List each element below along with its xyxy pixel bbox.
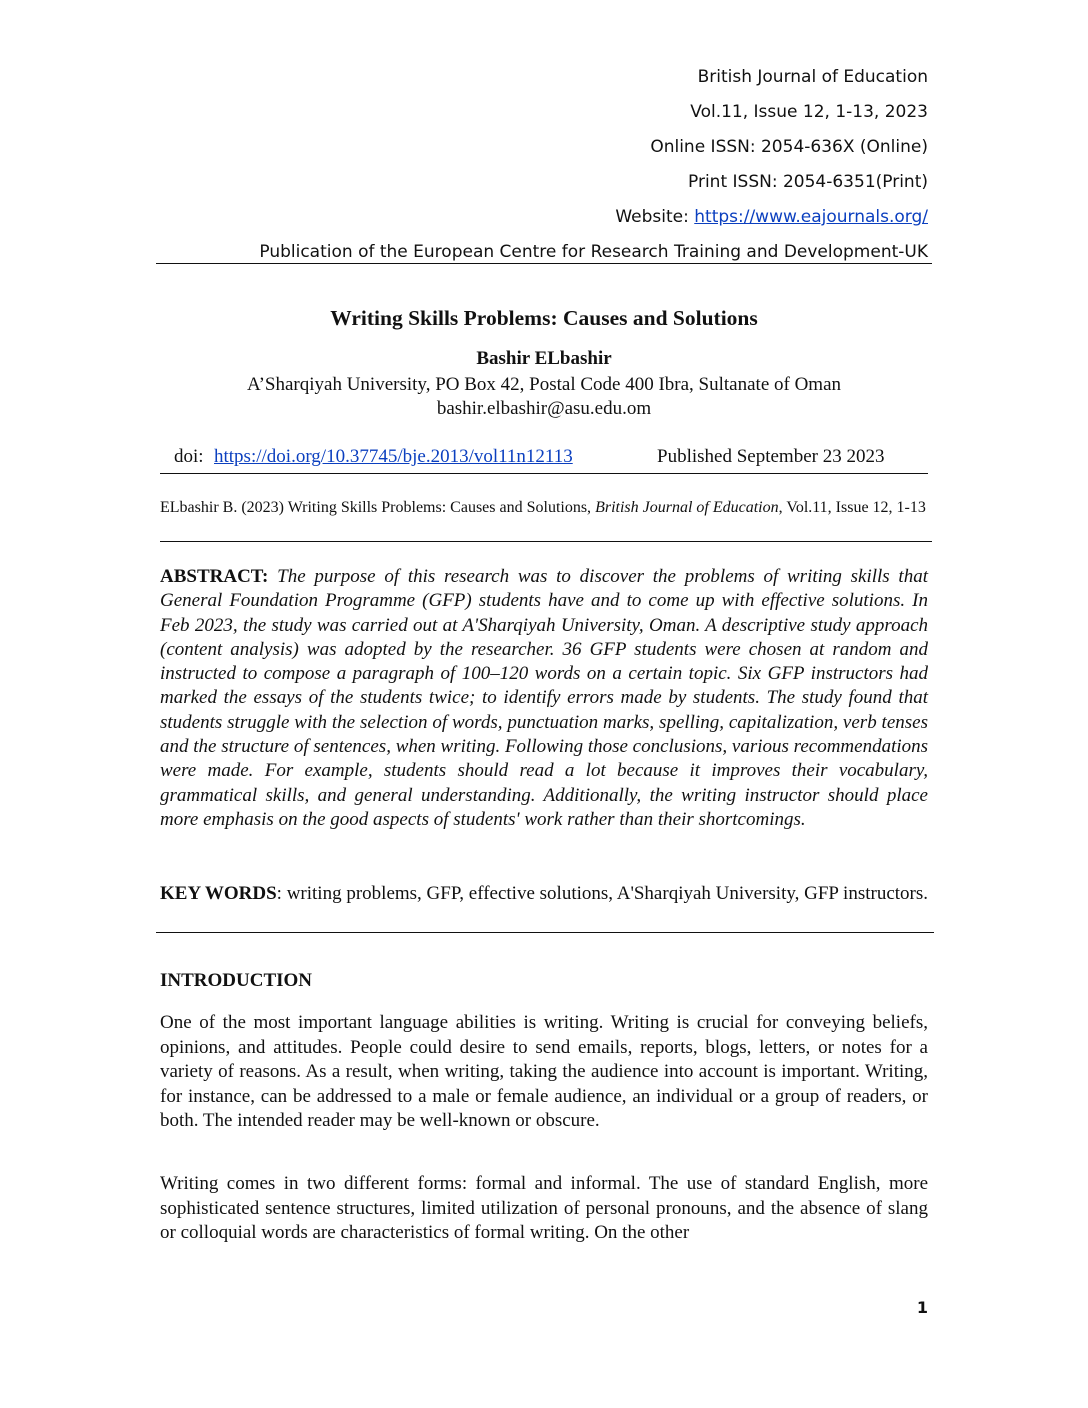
- abstract: [160, 565, 928, 832]
- header-divider: [156, 263, 932, 264]
- print-issn: Print ISSN: 2054-6351(Print): [688, 172, 928, 192]
- publisher-line: Publication of the European Centre for Research Training and Development-UK: [259, 242, 928, 262]
- doi-label: doi:: [174, 446, 204, 467]
- doi-divider: [160, 473, 928, 474]
- body-paragraph: Writing comes in two different forms: formal and informal. The use of standard English, more sophisticated sentence structures, limited utilization of personal pronouns, and the absence of slang or colloquial words are characteristics of formal writing. On the other: [160, 1173, 928, 1244]
- keywords: [160, 882, 928, 907]
- section-heading: INTRODUCTION: [160, 970, 313, 991]
- published-date: Published September 23 2023: [657, 446, 885, 467]
- journal-volume: Vol.11, Issue 12, 1-13, 2023: [690, 102, 928, 122]
- online-issn: Online ISSN: 2054-636X (Online): [650, 137, 928, 157]
- citation-journal: British Journal of Education: [595, 499, 779, 516]
- citation-suffix: , Vol.11, Issue 12, 1-13: [778, 499, 926, 516]
- abstract-text: The purpose of this research was to discover the problems of writing skills that General Foundation Programme (GFP) students have and to come up with effective solutions. In Feb 2023, the study was carried out at A'Sharqiyah University, Oman. A descriptive study approach (content analysis) was adopted by the researcher. 36 GFP students were chosen at random and instructed to compose a paragraph of 100–120 words on a certain topic. Six GFP instructors had marked the essays of the students twice; to identify errors made by students. The study found that students struggle with the selection of words, punctuation marks, spelling, capitalization, verb tenses and the structure of sentences, when writing. Following those conclusions, various recommendations were made. For example, students should read a lot because it improves their vocabulary, grammatical skills, and general understanding. Additionally, the writing instructor should place more emphasis on the good aspects of students' work rather than their shortcomings.: [160, 566, 929, 830]
- website-link[interactable]: https://www.eajournals.org/: [694, 207, 928, 227]
- keywords-label: KEY WORDS: [160, 883, 277, 904]
- author-name: Bashir ELbashir: [476, 348, 612, 369]
- journal-header: [160, 60, 928, 270]
- author-email: bashir.elbashir@asu.edu.om: [436, 398, 652, 419]
- keywords-divider: [156, 932, 934, 933]
- citation-divider: [160, 541, 932, 542]
- body-paragraph: One of the most important language abilities is writing. Writing is crucial for conveying beliefs, opinions, and attitudes. People could desire to send emails, reports, blogs, letters, or notes for a variety of reasons. As a result, when writing, taking the audience into account is important. Writing, for instance, can be addressed to a male or female audience, an individual or a group of readers, or both. The intended reader may be well-known or obscure.: [160, 1012, 928, 1132]
- doi-link[interactable]: https://doi.org/10.37745/bje.2013/vol11n12113: [214, 446, 573, 467]
- abstract-label: ABSTRACT:: [160, 566, 269, 587]
- citation-prefix: ELbashir B. (2023) Writing Skills Problems: Causes and Solutions,: [160, 499, 596, 516]
- website-label: Website:: [615, 207, 695, 227]
- website-line: [160, 200, 928, 235]
- article-title: Writing Skills Problems: Causes and Solutions: [330, 306, 758, 330]
- keywords-text: : writing problems, GFP, effective solutions, A'Sharqiyah University, GFP instructors.: [276, 883, 928, 904]
- author-affiliation: A’Sharqiyah University, PO Box 42, Postal Code 400 Ibra, Sultanate of Oman: [246, 374, 842, 395]
- page-number: 1: [916, 1298, 928, 1317]
- journal-name: British Journal of Education: [697, 67, 928, 87]
- citation: [160, 496, 928, 519]
